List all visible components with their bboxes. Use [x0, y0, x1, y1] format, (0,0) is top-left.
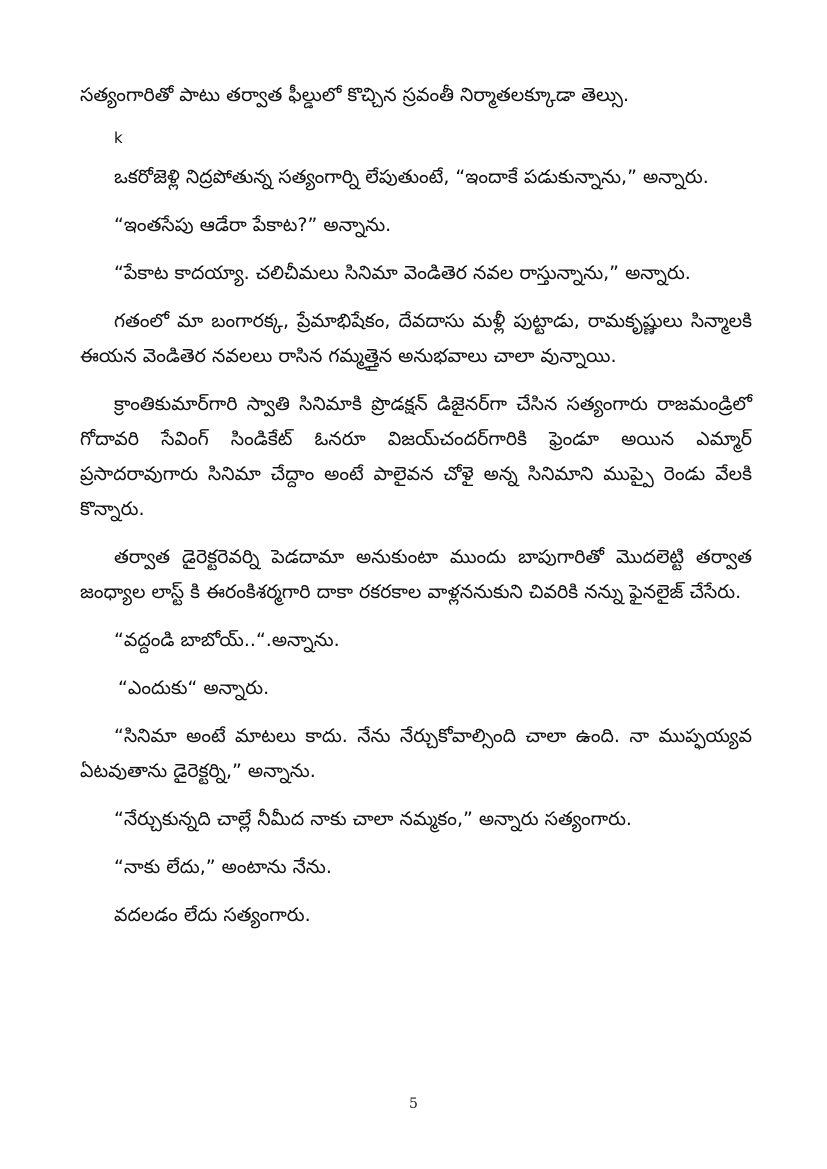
paragraph-1: సత్యంగారితో పాటు తర్వాత ఫీల్డులో కొచ్చిన స్రవంతీ నిర్మాతలక్కూడా తెల్సు.	[80, 84, 630, 106]
paragraph-6: క్రాంతికుమార్‌గారి స్వాతి సినిమాకి ప్రొడక్షన్ డిజైనర్‌గా చేసిన సత్యంగారు రాజమండ్రిలో గోదావరి సేవింగ్ సిండికేట్ ఓనరూ విజయ్‌చందర్‌గారికి ఫ్రెండూ అయిన ఎమ్మార్ ప్రసాదరావుగారు సినిమా చేద్దాం అంటే పాలైవన చోళై అన్న సినిమాని ముప్పై రెండు వేలకి కొన్నారు.	[80, 393, 752, 520]
paragraph-5: గతంలో మా బంగారక్క, ప్రేమాభిషేకం, దేవదాసు మళ్లీ పుట్టాడు, రామకృష్ణులు సిన్మాలకి ఈయన వెండితెర నవలలు రాసిన గమ్మత్తైన అనుభవాలు చాలా వున్నాయి.	[80, 310, 752, 367]
paragraph-4: “పేకాట కాదయ్యా. చలిచీమలు సినిమా వెండితెర నవల రాస్తున్నాను,” అన్నారు.	[114, 262, 691, 284]
paragraph-9: “ఎందుకు“ అన్నారు.	[118, 677, 270, 699]
paragraph-12: “నాకు లేదు,” అంటాను నేను.	[114, 856, 332, 878]
paragraph-7: తర్వాత డైరెక్టరెవర్ని పెడదామా అనుకుంటా ముందు బాపుగారితో మొదలెట్టి తర్వాత జంధ్యాల లాస్ట్ కి ఈరంకిశర్మగారి దాకా రకరకాల వాళ్లననుకుని చివరికి నన్ను ఫైనలైజ్ చేసేరు.	[80, 546, 752, 603]
paragraph-10: “సినిమా అంటే మాటలు కాదు. నేను నేర్చుకోవాల్సింది చాలా ఉంది. నా ముప్ఫయ్యవ ఏటవుతాను డైరెక్టర్ని,” అన్నాను.	[80, 725, 752, 782]
paragraph-8: “వద్దండి బాబోయ్..“.అన్నాను.	[114, 629, 340, 651]
paragraph-2: ఒకరోజెళ్లి నిద్రపోతున్న సత్యంగార్ని లేపుతుంటే, “ఇందాకే పడుకున్నాను,” అన్నారు.	[114, 166, 709, 188]
paragraph-11: “నేర్చుకున్నది చాల్లే నీమీద నాకు చాలా నమ్మకం,” అన్నారు సత్యంగారు.	[114, 808, 632, 830]
document-page	[80, 78, 752, 946]
paragraph-3: “ఇంతసేపు ఆడేరా పేకాట?” అన్నాను.	[114, 214, 392, 236]
section-marker: k	[114, 129, 123, 147]
paragraph-13: వదలడం లేదు సత్యంగారు.	[114, 904, 311, 926]
page-number: 5	[409, 1096, 418, 1112]
